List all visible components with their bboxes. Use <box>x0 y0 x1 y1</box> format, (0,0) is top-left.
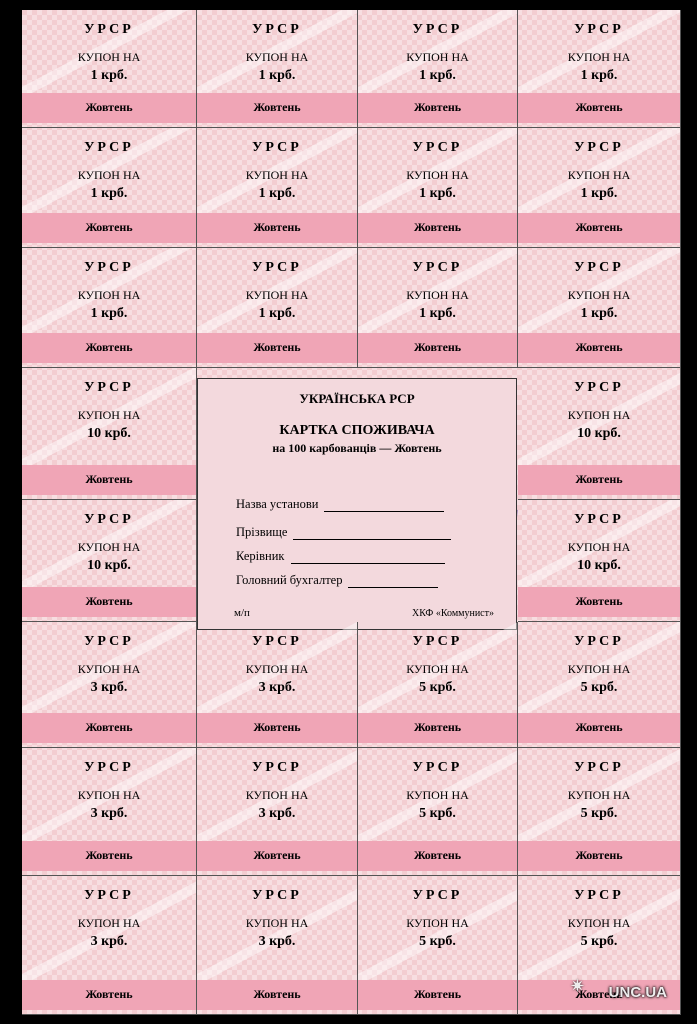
coupon-label: КУПОН НА <box>567 540 631 554</box>
coupon-label: КУПОН НА <box>245 788 309 802</box>
coupon-label: КУПОН НА <box>406 662 469 676</box>
coupon-label: КУПОН НА <box>245 916 309 930</box>
coupon-header: УРСР <box>412 888 463 903</box>
coupon-month: Жовтень <box>413 987 462 1001</box>
coupon <box>518 500 681 622</box>
coupon-month: Жовтень <box>85 848 133 862</box>
coupon-label: КУПОН НА <box>567 50 631 64</box>
coupon-value: 1 крб. <box>258 306 296 321</box>
coupon-month: Жовтень <box>413 720 462 734</box>
coupon-month: Жовтень <box>413 220 462 234</box>
coupon-month: Жовтень <box>85 220 133 234</box>
coupon-label: КУПОН НА <box>77 916 141 930</box>
coupon-value: 3 крб. <box>90 680 128 695</box>
coupon-header: УРСР <box>84 634 134 649</box>
coupon-header: УРСР <box>412 260 463 275</box>
consumer-card <box>197 378 517 630</box>
coupon-label: КУПОН НА <box>406 50 469 64</box>
coupon <box>518 128 681 248</box>
coupon-month: Жовтень <box>253 987 301 1001</box>
coupon-value: 1 крб. <box>419 68 456 83</box>
coupon-label: КУПОН НА <box>77 540 141 554</box>
card-republic: УКРАЇНСЬКА РСР <box>299 391 415 406</box>
coupon-header: УРСР <box>412 22 463 37</box>
coupon <box>518 248 681 368</box>
coupon-value: 5 крб. <box>580 680 618 695</box>
coupon <box>518 622 681 748</box>
coupon <box>197 748 358 876</box>
coupon <box>22 876 197 1015</box>
coupon-label: КУПОН НА <box>567 288 631 302</box>
coupon-label: КУПОН НА <box>77 662 141 676</box>
coupon-header: УРСР <box>252 888 302 903</box>
field-surname: Прізвище <box>236 525 451 540</box>
coupon-month: Жовтень <box>575 594 623 608</box>
coupon-header: УРСР <box>574 260 624 275</box>
coupon-label: КУПОН НА <box>567 662 631 676</box>
coupon <box>22 500 197 622</box>
coupon-label: КУПОН НА <box>406 916 469 930</box>
coupon-month: Жовтень <box>413 848 462 862</box>
coupon-value: 10 крб. <box>577 426 621 441</box>
coupon-sheet <box>22 10 681 1015</box>
coupon <box>358 10 518 128</box>
coupon-month: Жовтень <box>253 720 301 734</box>
coupon <box>197 248 358 368</box>
coupon <box>197 622 358 748</box>
coupon-value: 5 крб. <box>580 806 618 821</box>
coupon <box>22 10 197 128</box>
coupon-value: 3 крб. <box>258 934 296 949</box>
coupon-value: 5 крб. <box>419 934 456 949</box>
coupon-month: Жовтень <box>413 100 462 114</box>
coupon <box>358 748 518 876</box>
field-accountant: Головний бухгалтер <box>236 573 438 588</box>
coupon-month: Жовтень <box>85 987 133 1001</box>
coupon-header: УРСР <box>574 380 624 395</box>
card-title: КАРТКА СПОЖИВАЧА <box>279 423 435 438</box>
coupon <box>197 128 358 248</box>
coupon-value: 10 крб. <box>87 558 131 573</box>
coupon-month: Жовтень <box>575 987 623 1001</box>
coupon-header: УРСР <box>252 260 302 275</box>
coupon-header: УРСР <box>412 634 463 649</box>
coupon-value: 5 крб. <box>580 934 618 949</box>
coupon-month: Жовтень <box>575 848 623 862</box>
coupon-value: 5 крб. <box>419 806 456 821</box>
coupon-label: КУПОН НА <box>567 408 631 422</box>
coupon-header: УРСР <box>574 888 624 903</box>
coupon-label: КУПОН НА <box>245 168 309 182</box>
coupon-label: КУПОН НА <box>77 288 141 302</box>
coupon <box>197 10 358 128</box>
coupon <box>22 368 197 500</box>
coupon-month: Жовтень <box>85 594 133 608</box>
coupon-header: УРСР <box>84 512 134 527</box>
coupon-label: КУПОН НА <box>77 408 141 422</box>
coupon-label: КУПОН НА <box>77 168 141 182</box>
coupon-label: КУПОН НА <box>77 788 141 802</box>
coupon-value: 1 крб. <box>419 306 456 321</box>
coupon <box>358 622 518 748</box>
coupon-value: 3 крб. <box>258 680 296 695</box>
coupon-label: КУПОН НА <box>245 288 309 302</box>
coupon-header: УРСР <box>84 888 134 903</box>
coupon <box>518 368 681 500</box>
coupon-value: 3 крб. <box>90 934 128 949</box>
coupon-label: КУПОН НА <box>567 916 631 930</box>
coupon-value: 1 крб. <box>258 186 296 201</box>
coupon-header: УРСР <box>84 380 134 395</box>
coupon-header: УРСР <box>84 260 134 275</box>
coupon-label: КУПОН НА <box>406 288 469 302</box>
coupon-value: 1 крб. <box>580 186 618 201</box>
coupon-month: Жовтень <box>575 220 623 234</box>
coupon <box>22 622 197 748</box>
coupon-header: УРСР <box>574 22 624 37</box>
coupon-label: КУПОН НА <box>567 168 631 182</box>
coupon-month: Жовтень <box>575 720 623 734</box>
coupon-value: 10 крб. <box>577 558 621 573</box>
coupon-month: Жовтень <box>575 100 623 114</box>
coupon-label: КУПОН НА <box>245 662 309 676</box>
coupon-header: УРСР <box>252 634 302 649</box>
coupon-label: КУПОН НА <box>406 788 469 802</box>
coupon-value: 1 крб. <box>580 306 618 321</box>
card-subtitle: на 100 карбованців — Жовтень <box>272 441 442 455</box>
coupon-header: УРСР <box>412 140 463 155</box>
coupon-value: 10 крб. <box>87 426 131 441</box>
coupon-month: Жовтень <box>413 340 462 354</box>
coupon-value: 1 крб. <box>258 68 296 83</box>
coupon-month: Жовтень <box>85 720 133 734</box>
coupon-month: Жовтень <box>253 340 301 354</box>
field-institution: Назва установи <box>236 497 444 512</box>
coupon-header: УРСР <box>84 760 134 775</box>
coupon-value: 1 крб. <box>90 186 128 201</box>
coupon <box>518 10 681 128</box>
coupon-month: Жовтень <box>85 340 133 354</box>
coupon-label: КУПОН НА <box>77 50 141 64</box>
coupon-header: УРСР <box>574 760 624 775</box>
coupon-header: УРСР <box>252 22 302 37</box>
coupon-value: 5 крб. <box>419 680 456 695</box>
coupon <box>197 876 358 1015</box>
coupon-value: 1 крб. <box>580 68 618 83</box>
coupon-value: 1 крб. <box>90 306 128 321</box>
watermark-logo: UNC.UA <box>608 984 667 1001</box>
coupon <box>22 128 197 248</box>
coupon-label: КУПОН НА <box>245 50 309 64</box>
coupon <box>358 876 518 1015</box>
coupon-header: УРСР <box>574 512 624 527</box>
coupon-month: Жовтень <box>85 472 133 486</box>
coupon-header: УРСР <box>574 140 624 155</box>
seal-place-label: м/п <box>234 607 250 619</box>
coupon <box>518 748 681 876</box>
coupon-header: УРСР <box>252 140 302 155</box>
coupon-header: УРСР <box>412 760 463 775</box>
coupon-header: УРСР <box>252 760 302 775</box>
coupon-value: 3 крб. <box>258 806 296 821</box>
coupon-header: УРСР <box>84 22 134 37</box>
coupon-label: КУПОН НА <box>406 168 469 182</box>
coupon-value: 1 крб. <box>90 68 128 83</box>
coupon-month: Жовтень <box>253 220 301 234</box>
coupon-month: Жовтень <box>575 340 623 354</box>
watermark-sun-icon: ✷ <box>569 976 585 996</box>
coupon-month: Жовтень <box>575 472 623 486</box>
coupon-header: УРСР <box>84 140 134 155</box>
coupon-label: КУПОН НА <box>567 788 631 802</box>
coupon <box>22 248 197 368</box>
coupon <box>358 248 518 368</box>
coupon <box>358 128 518 248</box>
coupon <box>22 748 197 876</box>
printer-label: ХКФ «Коммунист» <box>411 608 494 619</box>
coupon-header: УРСР <box>574 634 624 649</box>
coupon-month: Жовтень <box>253 848 301 862</box>
coupon-value: 1 крб. <box>419 186 456 201</box>
coupon-value: 3 крб. <box>90 806 128 821</box>
field-manager: Керівник <box>236 549 445 564</box>
coupon-month: Жовтень <box>85 100 133 114</box>
coupon-month: Жовтень <box>253 100 301 114</box>
